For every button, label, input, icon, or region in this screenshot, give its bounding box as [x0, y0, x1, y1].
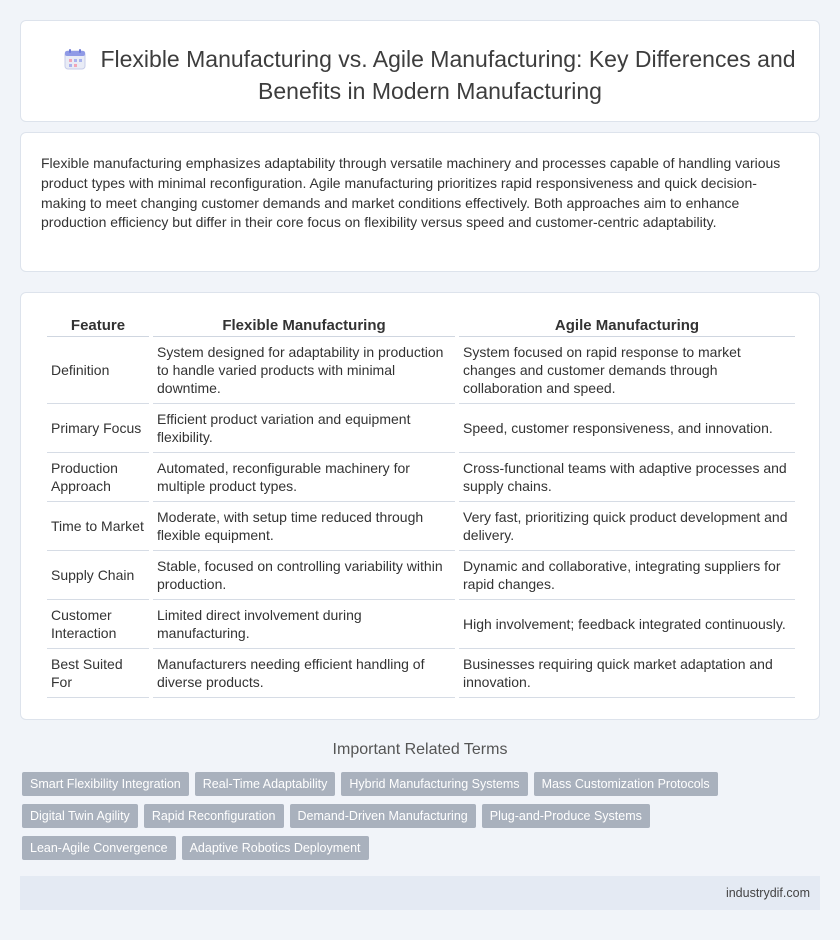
related-term-tag[interactable]: Smart Flexibility Integration — [22, 772, 189, 796]
related-term-tag[interactable]: Digital Twin Agility — [22, 804, 138, 828]
table-row — [47, 600, 795, 649]
comparison-table — [43, 313, 799, 698]
related-term-tag[interactable]: Real-Time Adaptability — [195, 772, 336, 796]
agile-cell: System focused on rapid response to market changes and customer demands through collaboration and speed. — [459, 337, 795, 404]
feature-cell: Production Approach — [47, 453, 149, 502]
related-terms-title: Important Related Terms — [332, 741, 508, 758]
related-term-tag[interactable]: Adaptive Robotics Deployment — [182, 836, 369, 860]
header-card — [20, 20, 820, 122]
page-title — [61, 45, 799, 106]
table-row — [47, 551, 795, 600]
feature-cell: Customer Interaction — [47, 600, 149, 649]
footer-bar — [20, 876, 820, 910]
agile-cell: High involvement; feedback integrated continuously. — [459, 600, 795, 649]
flexible-cell: Limited direct involvement during manufacturing. — [153, 600, 455, 649]
agile-cell: Very fast, prioritizing quick product development and delivery. — [459, 502, 795, 551]
feature-cell: Supply Chain — [47, 551, 149, 600]
table-row — [47, 337, 795, 404]
footer-site-link[interactable]: industrydif.com — [725, 886, 810, 900]
header-feature: Feature — [47, 313, 149, 337]
table-row — [47, 404, 795, 453]
related-term-tag[interactable]: Lean-Agile Convergence — [22, 836, 176, 860]
table-row — [47, 649, 795, 698]
flexible-cell: System designed for adaptability in production to handle varied products with minimal downtime. — [153, 337, 455, 404]
flexible-cell: Moderate, with setup time reduced through flexible equipment. — [153, 502, 455, 551]
table-row — [47, 502, 795, 551]
flexible-cell: Manufacturers needing efficient handling of diverse products. — [153, 649, 455, 698]
header-flexible: Flexible Manufacturing — [153, 313, 455, 337]
calendar-icon — [64, 48, 86, 77]
agile-cell: Cross-functional teams with adaptive processes and supply chains. — [459, 453, 795, 502]
related-terms-list — [22, 772, 802, 860]
agile-cell: Businesses requiring quick market adaptation and innovation. — [459, 649, 795, 698]
table-header-row — [47, 313, 795, 337]
related-term-tag[interactable]: Hybrid Manufacturing Systems — [341, 772, 527, 796]
flexible-cell: Efficient product variation and equipment flexibility. — [153, 404, 455, 453]
agile-cell: Speed, customer responsiveness, and innovation. — [459, 404, 795, 453]
flexible-cell: Automated, reconfigurable machinery for multiple product types. — [153, 453, 455, 502]
feature-cell: Time to Market — [47, 502, 149, 551]
comparison-card — [20, 292, 820, 720]
related-term-tag[interactable]: Plug-and-Produce Systems — [482, 804, 650, 828]
table-row — [47, 453, 795, 502]
feature-cell: Best Suited For — [47, 649, 149, 698]
flexible-cell: Stable, focused on controlling variability within production. — [153, 551, 455, 600]
agile-cell: Dynamic and collaborative, integrating suppliers for rapid changes. — [459, 551, 795, 600]
related-term-tag[interactable]: Rapid Reconfiguration — [144, 804, 284, 828]
intro-card — [20, 132, 820, 272]
feature-cell: Primary Focus — [47, 404, 149, 453]
feature-cell: Definition — [47, 337, 149, 404]
related-term-tag[interactable]: Demand-Driven Manufacturing — [290, 804, 476, 828]
intro-paragraph: Flexible manufacturing emphasizes adaptability through versatile machinery and processes capable of handling various product types with minimal reconfiguration. Agile manufacturing prioritizes rapid responsiveness and quick decision-making to meet changing customer demands and market conditions effectively. Both approaches aim to enhance production efficiency but differ in their core focus on flexibility versus speed and customer-centric adaptability. — [41, 155, 781, 231]
related-term-tag[interactable]: Mass Customization Protocols — [534, 772, 718, 796]
header-agile: Agile Manufacturing — [459, 313, 795, 337]
title-text: Flexible Manufacturing vs. Agile Manufacturing: Key Differences and Benefits in Modern Manufacturing — [100, 46, 796, 104]
